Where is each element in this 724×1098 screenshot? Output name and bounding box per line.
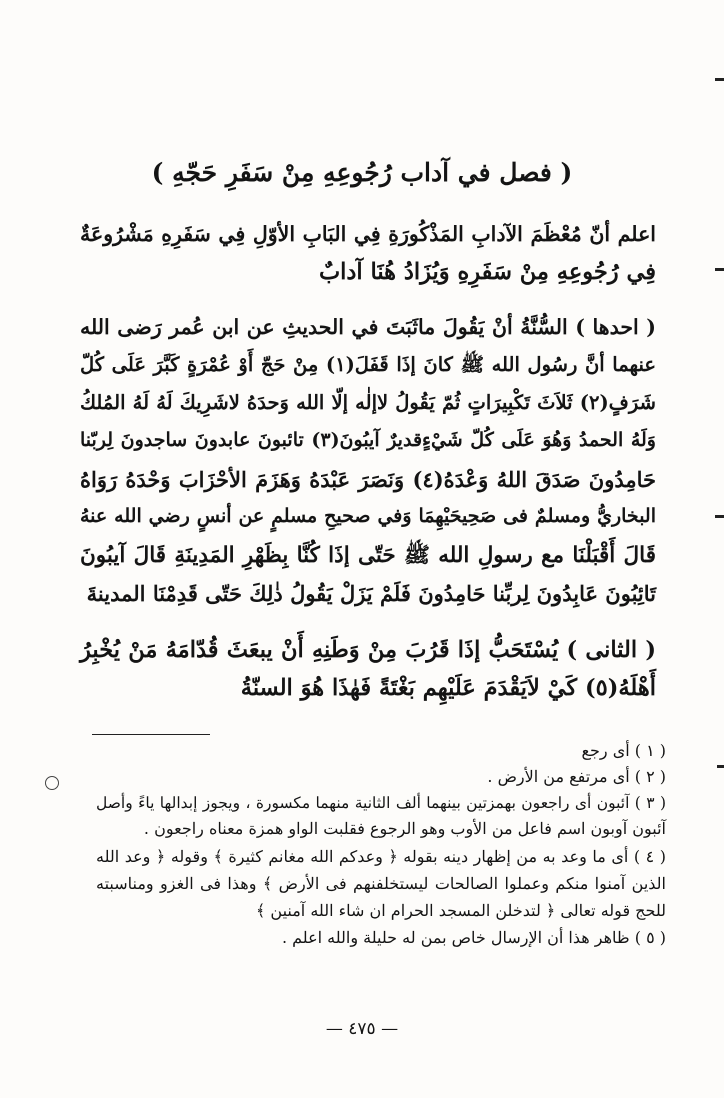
page-number: — ٤٧٥ — xyxy=(325,1019,399,1039)
first-para-line: تَائِبُونَ عَابِدُونَ لِربِّنا حَامِدُونَ فَلَمْ يَزَلْ يَقُولُ ذٰلِكَ حَتّى قَدِمْنَا المدينةَ xyxy=(86,581,656,606)
margin-circle-mark xyxy=(45,776,59,790)
first-para-line: البخاريُّ ومسلمٌ فى صَحِيحَيْهِمَا وَفي صحيحِ مسلمٍ عن أنسٍ رضي الله عنهُ xyxy=(80,505,656,527)
footnote-line: ( ٣ ) آئبون أى راجعون بهمزتين بينهما ألف الثانية منهما مكسورة ، ويجوز إبدالها ياءً وأصل xyxy=(96,794,666,812)
footnote-line: الذين آمنوا منكم وعملوا الصالحات ليستخلفنهم فى الأرض ﴾ وهذا فى الغزو ومناسبته xyxy=(96,874,666,893)
footnote-line: ( ٥ ) ظاهر هذا أن الإرسال خاص بمن له حليلة والله اعلم . xyxy=(281,928,666,947)
margin-mark xyxy=(717,765,724,768)
first-para-line: وَلَهُ الحمدُ وَهُوَ عَلَى كُلّ شَيْءٍقديرٌ آيبُونَ(٣) تائبونَ عابدونَ ساجدونَ لِربّنا xyxy=(80,429,656,451)
first-para-line: ( احدها ) السُّنَّةُ أنْ يَقُولَ ماثَبَتَ في الحديثِ عن ابن عُمر رَضى الله xyxy=(80,315,656,339)
section-title: ( فصل في آداب رُجُوعِهِ مِنْ سَفَرِ حَجّهِ ) xyxy=(151,158,573,187)
first-para-line: قَالَ أَقْبَلْنَا مع رسولِ الله ﷺ حَتّى إذَا كُنَّا بِظَهْرِ المَدِينَةِ قَالَ آيبُونَ xyxy=(80,543,656,568)
footnote-line: ( ٤ ) أى ما وعد به من إظهار دينه بقوله ﴿ وعدكم الله مغانم كثيرة ﴾ وقوله ﴿ وعد الله xyxy=(96,847,666,866)
margin-mark xyxy=(715,268,724,271)
first-para-line: عنهما أنَّ رسُول الله ﷺ كانَ إذَا قَفَلَ(١) مِنْ حَجّ أَوْ عُمْرَةٍ كَبَّرَ عَلَى كُلّ xyxy=(80,353,656,376)
footnote-separator xyxy=(92,734,210,735)
footnote-line: ( ١ ) أى رجع xyxy=(581,741,666,760)
footnote-line: آئبون آوبون اسم فاعل من الأوب وهو الرجوع فقلبت الواو همزة معناه راجعون . xyxy=(143,819,666,838)
footnote-line: للحج قوله تعالى ﴿ لتدخلن المسجد الحرام ان شاء الله آمنين ﴾ xyxy=(255,901,666,920)
margin-mark xyxy=(715,78,724,81)
second-para-line: أَهْلَهُ(٥) كَيْ لاَيَقْدَمَ عَلَيْهِم بَغْتَةً فَهٰذَا هُوَ السنّةُ xyxy=(240,675,656,701)
footnote-line: ( ٢ ) أى مرتفع من الأرض . xyxy=(487,767,666,786)
intro-line: اعلم أنّ مُعْظَمَ الآدابِ المَذْكُورَةِ فِي البَابِ الأوّلِ فِي سَفَرِهِ مَشْرُوعَةٌ xyxy=(80,222,656,246)
second-para-line: ( الثانى ) يُسْتَحَبُّ إذَا قَرُبَ مِنْ وَطَنِهِ أَنْ يبعَثَ قُدّامَهُ مَنْ يُخْبِرُ xyxy=(80,637,656,663)
intro-line: فِي رُجُوعِهِ مِنْ سَفَرِهِ وَيُزَادُ هُنَا آدابٌ xyxy=(318,259,656,285)
first-para-line: حَامِدُونَ صَدَقَ اللهُ وَعْدَهُ(٤) وَنَصَرَ عَبْدَهُ وَهَزَمَ الأحْزَابَ وَحْدَهُ رَوَاهُ xyxy=(80,467,656,492)
first-para-line: شَرَفٍ(٢) ثَلاَثَ تَكْبِيرَاتٍ ثُمّ يَقُولُ لاإلٰه إلّا الله وَحدَهُ لاشَرِيكَ لَهُ لَهُ المُلكُ xyxy=(80,391,656,414)
margin-mark xyxy=(715,515,724,518)
